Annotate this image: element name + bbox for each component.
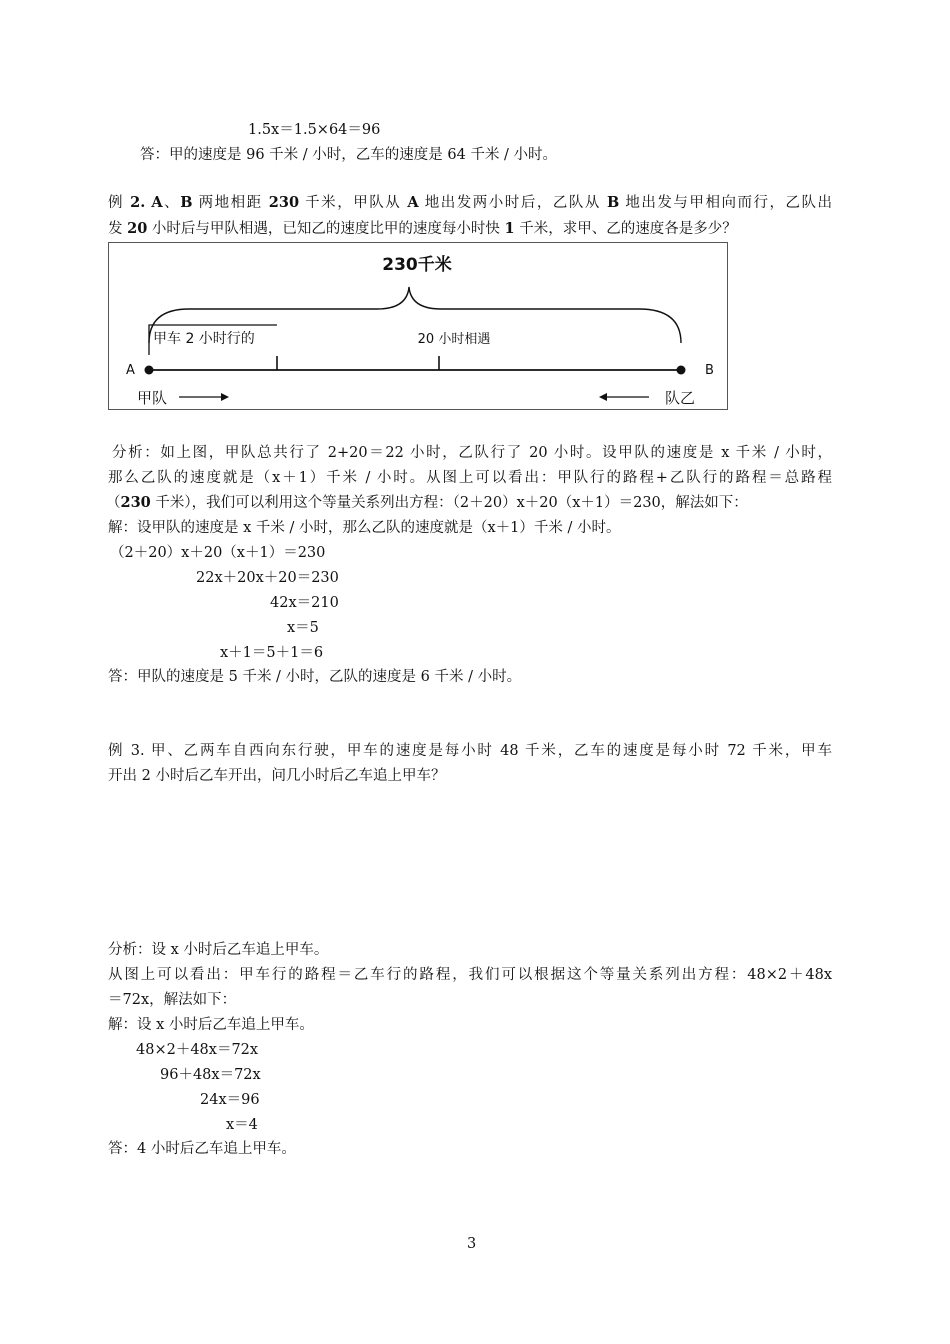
solution-step: 48×2＋48x＝72x: [136, 1042, 259, 1058]
speed-diff-value: 1: [504, 220, 515, 237]
answer-line: 答：甲的速度是 96 千米 / 小时，乙车的速度是 64 千米 / 小时。: [140, 147, 558, 163]
analysis-line3: [106, 493, 748, 513]
distance-value: 230: [120, 494, 151, 511]
text: 千米，求甲、乙的速度各是多少？: [514, 221, 737, 237]
text: 小时后与甲队相遇，已知乙的速度比甲的速度每小时快: [147, 221, 505, 237]
point-a-label: A: [126, 363, 135, 378]
point-b-dot: [677, 366, 686, 375]
solution-step: 24x＝96: [200, 1092, 260, 1108]
analysis-line2: 那么乙队的速度就是（x＋1）千米 / 小时。从图上可以看出：甲队行的路程+乙队行的路程＝总路程: [108, 470, 832, 486]
text: 两地相距: [192, 195, 269, 211]
solution-step: x＋1＝5＋1＝6: [220, 645, 324, 661]
text: 千米，甲队从: [299, 195, 408, 211]
left-segment-label: 甲车 2 小时行的: [153, 331, 255, 347]
answer-line: 答：甲队的速度是 5 千米 / 小时，乙队的速度是 6 千米 / 小时。: [108, 669, 522, 685]
point-a: A: [151, 194, 163, 211]
example3-question-line1: 例 3. 甲、乙两车自西向东行驶，甲车的速度是每小时 48 千米，乙车的速度是每小时 72 千米，甲车: [108, 743, 832, 759]
solution-intro: 解：设甲队的速度是 x 千米 / 小时，那么乙队的速度就是（x＋1）千米 / 小时。: [108, 520, 621, 536]
right-team-label: 队乙: [665, 389, 696, 407]
reasoning-line1: 从图上可以看出：甲车行的路程＝乙车行的路程，我们可以根据这个等量关系列出方程：48×2＋48x: [108, 967, 832, 983]
distance-value: 230: [268, 194, 300, 211]
diagram-svg: [109, 243, 729, 411]
meeting-label: 20 小时相遇: [417, 332, 491, 347]
text: 地出发与甲相向而行，乙队出: [619, 195, 833, 211]
solution-step: 22x＋20x＋20＝230: [196, 570, 339, 586]
text: （: [106, 495, 121, 511]
solution-step: 96＋48x＝72x: [160, 1067, 261, 1083]
example-number: 2.: [130, 194, 146, 211]
analysis-line: 分析：设 x 小时后乙车追上甲车。: [108, 942, 329, 958]
point-b: B: [607, 194, 620, 211]
example3-question-line2: 开出 2 小时后乙车开出，问几小时后乙车追上甲车？: [108, 768, 446, 784]
hours-value: 20: [127, 220, 148, 237]
text: 地出发两小时后，乙队从: [418, 195, 607, 211]
example-label: 例: [108, 195, 125, 211]
point-a-dot: [145, 366, 154, 375]
left-team-label: 甲队: [137, 389, 168, 407]
distance-diagram: [108, 242, 728, 410]
reasoning-line2: ＝72x，解法如下：: [108, 992, 237, 1008]
total-distance-label: 230千米: [382, 255, 452, 275]
page-number: 3: [467, 1236, 477, 1252]
solution-step: （2＋20）x＋20（x＋1）＝230: [110, 545, 326, 561]
text: 千米），我们可以利用这个等量关系列出方程：（2＋20）x＋20（x＋1）＝230，解法如下：: [150, 495, 748, 511]
example2-question-line2: [108, 219, 737, 239]
solution-step: 42x＝210: [270, 595, 339, 611]
point-b: B: [180, 194, 193, 211]
solution-step: x＝5: [287, 620, 319, 636]
solution-intro: 解：设 x 小时后乙车追上甲车。: [108, 1017, 314, 1033]
point-a: A: [407, 194, 419, 211]
analysis-line1: 分析：如上图，甲队总共行了 2+20＝22 小时，乙队行了 20 小时。设甲队的速度是 x 千米 / 小时，: [112, 445, 832, 461]
text: 、: [162, 195, 181, 211]
example2-question-line1: [108, 193, 832, 213]
point-b-label: B: [705, 363, 714, 378]
answer-line: 答：4 小时后乙车追上甲车。: [108, 1141, 296, 1157]
arrowhead-left-icon: [599, 393, 607, 401]
arrowhead-right-icon: [221, 393, 229, 401]
equation-line: 1.5x＝1.5×64＝96: [248, 122, 381, 138]
solution-step: x＝4: [226, 1117, 258, 1133]
text: 发: [108, 221, 128, 237]
